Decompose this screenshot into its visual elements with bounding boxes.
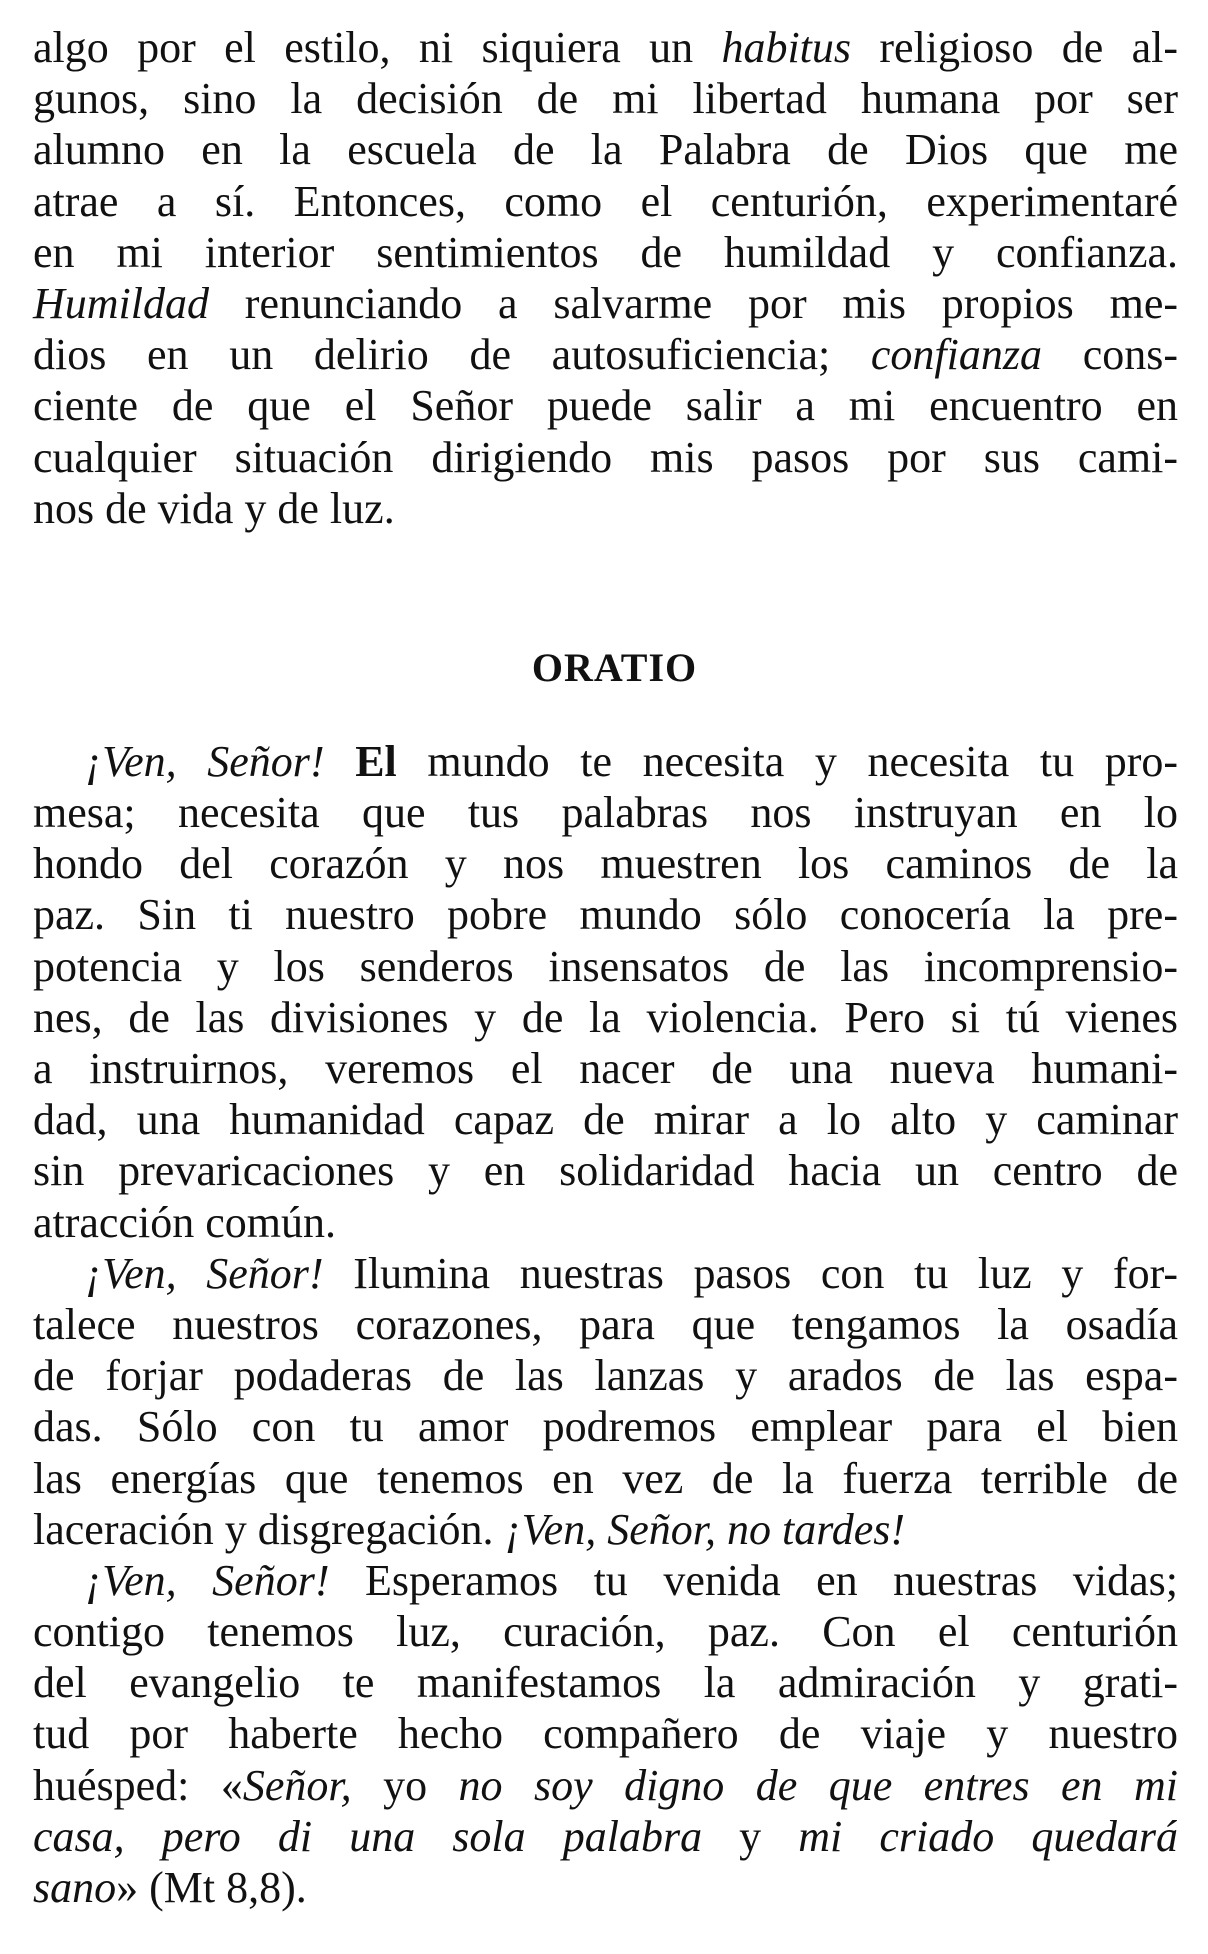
section-gap	[33, 534, 1178, 638]
text-line	[33, 1453, 1178, 1504]
text-segment: religioso de al-	[851, 23, 1178, 72]
text-segment: » (Mt 8,8).	[116, 1863, 307, 1912]
text-line	[33, 1094, 1178, 1145]
text-line	[33, 1811, 1178, 1862]
text-line	[33, 483, 1178, 534]
text-segment: paz. Sin ti nuestro pobre mundo sólo conocería la pre-	[33, 890, 1178, 940]
text-segment: tud por haberte hecho compañero de viaje y nuestro	[33, 1709, 1178, 1759]
text-segment: dios en un delirio de autosuficiencia;	[33, 330, 871, 380]
text-segment: cualquier situación dirigiendo mis pasos por sus cami-	[33, 432, 1178, 482]
text-segment: a instruirnos, veremos el nacer de una nueva humani-	[33, 1044, 1178, 1093]
text-line	[33, 838, 1178, 889]
text-segment: sin prevaricaciones y en solidaridad hacia un centro de	[33, 1146, 1178, 1196]
text-line	[33, 1606, 1178, 1657]
text-segment: en mi interior sentimientos de humildad y confianza.	[33, 227, 1178, 277]
text-segment: alumno en la escuela de la Palabra de Dios que me	[33, 125, 1178, 175]
text-segment: mundo te necesita y necesita tu pro-	[396, 736, 1178, 786]
page	[33, 22, 1178, 1913]
text-line	[33, 73, 1178, 124]
text-segment: ciente de que el Señor puede salir a mi encuentro en	[33, 381, 1178, 431]
italic-text: sano	[33, 1863, 117, 1912]
italic-text: habitus	[721, 23, 852, 72]
paragraph-prayer-1	[33, 736, 1178, 1248]
text-line	[33, 992, 1178, 1043]
text-line	[33, 1299, 1178, 1350]
italic-text: ¡Ven, Señor, no tardes!	[504, 1504, 906, 1554]
text-line	[33, 889, 1178, 940]
italic-text: Señor,	[242, 1760, 352, 1810]
text-segment: nes, de las divisiones y de la violencia. Pero si tú vienes	[33, 992, 1178, 1042]
text-line	[33, 380, 1178, 431]
text-line	[33, 787, 1178, 838]
text-segment: hondo del corazón y nos muestren los caminos de la	[33, 839, 1178, 889]
text-line	[33, 176, 1178, 227]
text-segment: Ilumina nuestras pasos con tu luz y for-	[323, 1248, 1178, 1298]
italic-text: ¡Ven, Señor!	[85, 1248, 324, 1298]
text-line	[33, 1708, 1178, 1759]
text-line	[33, 736, 1178, 787]
text-segment: mesa; necesita que tus palabras nos instruyan en lo	[33, 788, 1178, 838]
paragraph-prayer-2	[33, 1248, 1178, 1555]
text-segment: gunos, sino la decisión de mi libertad humana por ser	[33, 74, 1178, 124]
italic-text: Humildad	[33, 278, 209, 328]
text-segment: talece nuestros corazones, para que tengamos la osadía	[33, 1299, 1178, 1349]
text-segment: dad, una humanidad capaz de mirar a lo alto y caminar	[33, 1095, 1178, 1145]
text-segment: y	[702, 1811, 799, 1861]
text-segment: das. Sólo con tu amor podremos emplear para el bien	[33, 1402, 1178, 1452]
text-line	[33, 1401, 1178, 1452]
italic-text: casa, pero di una sola palabra	[33, 1811, 703, 1861]
text-line	[33, 1043, 1178, 1094]
text-segment: algo por el estilo, ni siquiera un	[33, 23, 722, 72]
text-segment	[325, 737, 356, 786]
heading-gap	[33, 698, 1178, 736]
bold-text: El	[355, 736, 397, 786]
text-line	[33, 1760, 1178, 1811]
text-line	[33, 1197, 1178, 1248]
text-segment: laceración y disgregación.	[33, 1504, 505, 1554]
text-line	[33, 1350, 1178, 1401]
paragraph-intro	[33, 22, 1178, 534]
text-line	[33, 1862, 1178, 1913]
text-line	[33, 1248, 1178, 1299]
text-segment: Esperamos tu venida en nuestras vidas;	[329, 1555, 1178, 1605]
text-segment: potencia y los senderos insensatos de las incomprensio-	[33, 941, 1178, 991]
text-line	[33, 124, 1178, 175]
section-heading-oratio: ORATIO	[531, 644, 698, 690]
text-segment: del evangelio te manifestamos la admiración y grati-	[33, 1658, 1178, 1708]
text-line	[33, 1504, 1178, 1555]
text-line	[33, 1555, 1178, 1606]
text-segment: atrae a sí. Entonces, como el centurión, experimentaré	[33, 176, 1178, 226]
text-line	[33, 1657, 1178, 1708]
text-segment: cons-	[1042, 330, 1179, 380]
text-segment: renunciando a salvarme por mis propios me-	[209, 278, 1178, 328]
italic-text: mi criado quedará	[798, 1811, 1179, 1861]
text-line	[33, 1145, 1178, 1196]
italic-text: ¡Ven, Señor!	[85, 1555, 330, 1605]
text-segment: yo	[351, 1760, 459, 1810]
text-line	[33, 941, 1178, 992]
text-segment: contigo tenemos luz, curación, paz. Con el centurión	[33, 1607, 1178, 1657]
text-line	[33, 329, 1178, 380]
italic-text: ¡Ven, Señor!	[85, 736, 325, 786]
paragraph-prayer-3	[33, 1555, 1178, 1913]
text-segment: de forjar podaderas de las lanzas y arados de las espa-	[33, 1351, 1178, 1401]
text-segment: atracción común.	[33, 1197, 336, 1247]
italic-text: no soy digno de que entres en mi	[458, 1760, 1178, 1810]
text-segment: huésped: «	[33, 1760, 243, 1810]
text-line	[33, 22, 1178, 73]
text-line	[33, 227, 1178, 278]
text-line	[33, 278, 1178, 329]
italic-text: confianza	[870, 330, 1043, 380]
text-segment: las energías que tenemos en vez de la fuerza terrible de	[33, 1453, 1178, 1503]
text-line	[33, 432, 1178, 483]
text-segment: nos de vida y de luz.	[33, 483, 395, 533]
